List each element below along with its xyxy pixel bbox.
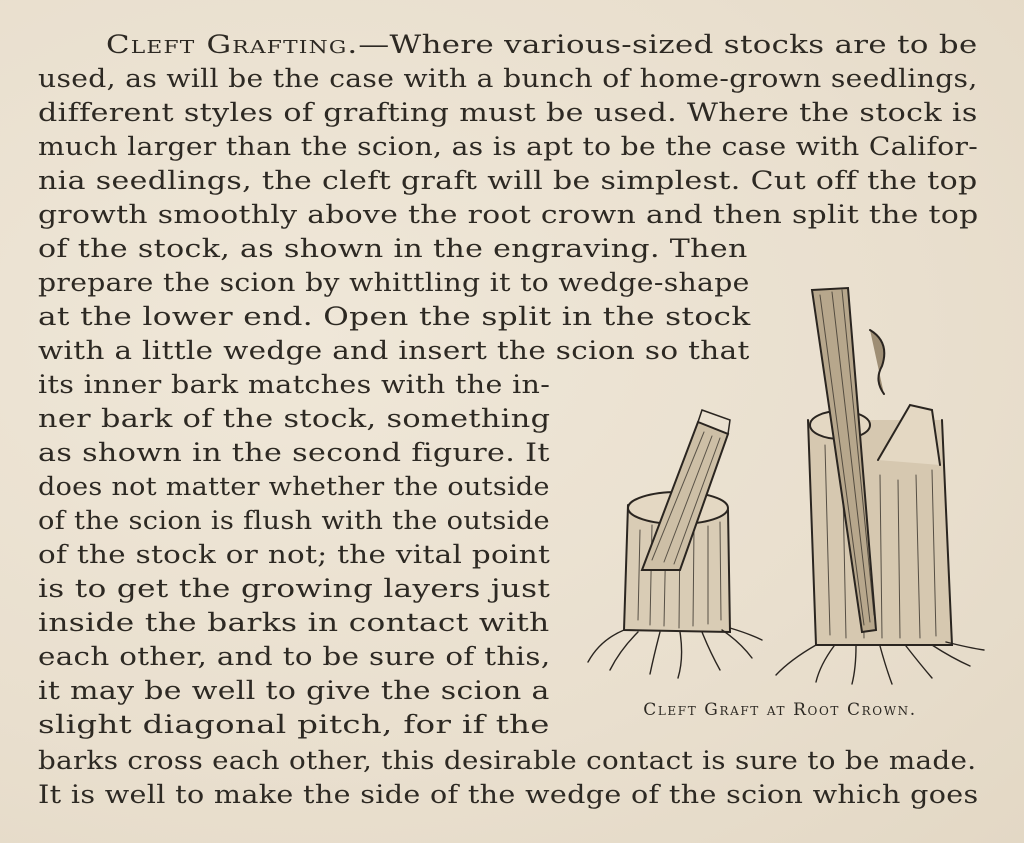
text-line: each other, and to be sure of this, (38, 642, 551, 672)
text-line-content: —Where various-sized stocks are to be (358, 30, 978, 60)
text-line: at the lower end. Open the split in the stock (38, 302, 751, 332)
text-line: much larger than the scion, as is apt to be the case with Califor- (38, 132, 979, 162)
section-heading: Cleft Grafting. (106, 30, 359, 60)
text-line: slight diagonal pitch, for if the (38, 710, 550, 740)
text-line: prepare the scion by whittling it to wedge-shape (38, 268, 750, 298)
text-line: used, as will be the case with a bunch of home-grown seedlings, (38, 64, 978, 94)
text-line: different styles of grafting must be used. Where the stock is (38, 98, 978, 128)
text-line: its inner bark matches with the in- (38, 370, 551, 400)
text-line: it may be well to give the scion a (38, 676, 550, 706)
text-line (106, 28, 978, 62)
text-line: It is well to make the side of the wedge of the scion which goes (38, 780, 979, 810)
text-line: ner bark of the stock, something (38, 404, 551, 434)
text-line: inside the barks in contact with (38, 608, 550, 638)
figure-caption: Cleft Graft at Root Crown. (643, 700, 917, 720)
text-line: barks cross each other, this desirable contact is sure to be made. (38, 746, 977, 776)
text-line: is to get the growing layers just (38, 574, 551, 604)
text-line: of the scion is flush with the outside (38, 506, 550, 536)
text-line: as shown in the second figure. It (38, 438, 550, 468)
text-line: of the stock, as shown in the engraving. Then (38, 234, 748, 264)
text-line: nia seedlings, the cleft graft will be simplest. Cut off the top (38, 166, 978, 196)
cleft-graft-engraving (580, 270, 1000, 690)
text-line: does not matter whether the outside (38, 472, 550, 502)
text-line: growth smoothly above the root crown and then split the top (38, 200, 979, 230)
text-line: of the stock or not; the vital point (38, 540, 551, 570)
text-line: with a little wedge and insert the scion so that (38, 336, 750, 366)
